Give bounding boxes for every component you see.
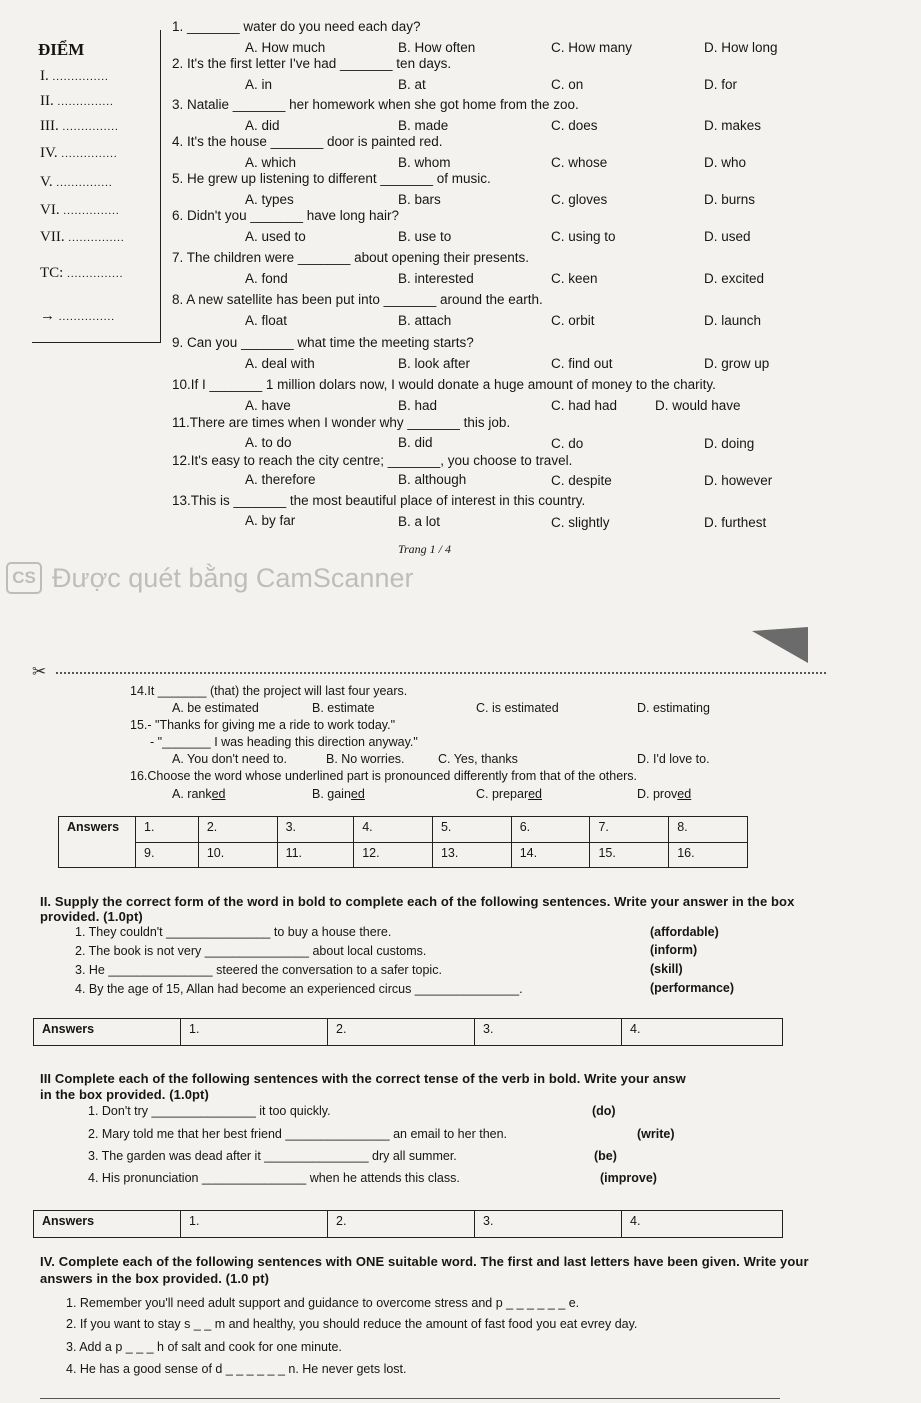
q3-option-c: C. does <box>551 118 598 133</box>
section-2-item-4: 4. By the age of 15, Allan had become an experienced circus _______________. <box>75 982 523 996</box>
score-row-4: IV. ............... <box>40 145 118 161</box>
question-2: 2. It's the first letter I've had _______ ten days. <box>172 56 452 71</box>
q10-option-d: D. would have <box>655 398 741 413</box>
page-bottom-rule <box>40 1398 780 1399</box>
answer-cell[interactable]: 16. <box>669 842 748 868</box>
question-10: 10.If I _______ 1 million dolars now, I would donate a huge amount of money to the charity. <box>172 377 716 392</box>
section-2-word-4: (performance) <box>650 981 735 995</box>
q4-option-b: B. whom <box>398 155 451 170</box>
question-15: 15.- "Thanks for giving me a ride to work today." <box>130 718 396 732</box>
answer-cell[interactable]: 6. <box>511 817 590 843</box>
q13-option-c: C. slightly <box>551 515 610 530</box>
answer-cell[interactable]: 3. <box>277 817 354 843</box>
camscanner-logo-icon: CS <box>6 562 42 594</box>
q14-option-a: A. be estimated <box>172 701 259 715</box>
answers-table-section-2 <box>33 1018 783 1046</box>
section-3-item-1: 1. Don't try _______________ it too quickly. <box>88 1104 331 1118</box>
q15-option-b: B. No worries. <box>326 752 405 766</box>
q15-option-c: C. Yes, thanks <box>438 752 518 766</box>
q4-option-a: A. which <box>245 155 297 170</box>
score-row-3: III. ............... <box>40 118 119 134</box>
q8-option-d: D. launch <box>704 313 762 328</box>
answers-table-part1 <box>58 816 748 868</box>
question-12: 12.It's easy to reach the city centre; _______, you choose to travel. <box>172 453 573 468</box>
q5-option-d: D. burns <box>704 192 756 207</box>
question-9: 9. Can you _______ what time the meeting starts? <box>172 335 474 350</box>
q6-option-d: D. used <box>704 229 751 244</box>
question-13: 13.This is _______ the most beautiful place of interest in this country. <box>172 493 586 508</box>
answers-label: Answers <box>34 1019 181 1046</box>
q8-option-c: C. orbit <box>551 313 595 328</box>
question-16: 16.Choose the word whose underlined part is pronounced differently from that of the others. <box>130 769 638 783</box>
answer-cell[interactable]: 2. <box>328 1211 475 1238</box>
q12-option-c: C. despite <box>551 473 612 488</box>
q12-option-a: A. therefore <box>245 472 316 487</box>
question-4: 4. It's the house _______ door is painted red. <box>172 134 443 149</box>
q13-option-d: D. furthest <box>704 515 767 530</box>
answer-cell[interactable]: 1. <box>181 1211 328 1238</box>
q6-option-c: C. using to <box>551 229 616 244</box>
q1-option-d: D. How long <box>704 40 778 55</box>
answer-cell[interactable]: 4. <box>354 817 433 843</box>
q9-option-a: A. deal with <box>245 356 315 371</box>
q13-option-a: A. by far <box>245 513 296 528</box>
score-row-7: VII. ............... <box>40 229 125 245</box>
section-4-item-4: 4. He has a good sense of d _ _ _ _ _ _ n. He never gets lost. <box>66 1362 407 1376</box>
q13-option-b: B. a lot <box>398 514 441 529</box>
score-row-arrow: → ............... <box>40 308 115 324</box>
q2-option-d: D. for <box>704 77 738 92</box>
q15-option-a: A. You don't need to. <box>172 752 287 766</box>
q3-option-a: A. did <box>245 118 280 133</box>
page-number: Trang 1 / 4 <box>398 542 452 556</box>
answer-cell[interactable]: 1. <box>181 1019 328 1046</box>
score-row-total: TC: ............... <box>40 265 124 281</box>
q16-option-b: B. gained <box>312 787 365 801</box>
q7-option-a: A. fond <box>245 271 288 286</box>
answer-cell[interactable]: 2. <box>328 1019 475 1046</box>
section-3-word-2: (write) <box>637 1127 675 1141</box>
scissors-icon: ✂ <box>32 662 47 681</box>
q10-option-a: A. have <box>245 398 291 413</box>
answer-cell[interactable]: 4. <box>622 1211 783 1238</box>
score-row-5: V. ............... <box>40 174 113 190</box>
answer-cell[interactable]: 10. <box>198 842 277 868</box>
q14-option-b: B. estimate <box>312 701 375 715</box>
q1-option-c: C. How many <box>551 40 633 55</box>
page-corner-fold-icon <box>752 627 808 663</box>
q7-option-d: D. excited <box>704 271 765 286</box>
q11-option-a: A. to do <box>245 435 292 450</box>
section-3-word-3: (be) <box>594 1149 617 1163</box>
q1-option-a: A. How much <box>245 40 326 55</box>
q9-option-d: D. grow up <box>704 356 770 371</box>
question-5: 5. He grew up listening to different _______ of music. <box>172 171 491 186</box>
q14-option-d: D. estimating <box>637 701 710 715</box>
q6-option-a: A. used to <box>245 229 306 244</box>
section-2-item-1: 1. They couldn't _______________ to buy a house there. <box>75 925 392 939</box>
section-4-item-1: 1. Remember you'll need adult support and guidance to overcome stress and p _ _ _ _ _ _ e. <box>66 1296 580 1310</box>
question-3: 3. Natalie _______ her homework when she got home from the zoo. <box>172 97 579 112</box>
answers-label: Answers <box>59 817 136 868</box>
question-11: 11.There are times when I wonder why _______ this job. <box>172 415 511 430</box>
answer-cell[interactable]: 2. <box>198 817 277 843</box>
section-3-word-4: (improve) <box>600 1171 657 1185</box>
q2-option-a: A. in <box>245 77 273 92</box>
q6-option-b: B. use to <box>398 229 452 244</box>
q2-option-c: C. on <box>551 77 584 92</box>
section-3-item-4: 4. His pronunciation _______________ when he attends this class. <box>88 1171 460 1185</box>
q3-option-d: D. makes <box>704 118 762 133</box>
q3-option-b: B. made <box>398 118 449 133</box>
score-title: ĐIỂM <box>38 40 85 59</box>
question-15-reply: - "_______ I was heading this direction anyway." <box>150 735 418 749</box>
score-row-1: I. ............... <box>40 68 109 84</box>
q2-option-b: B. at <box>398 77 426 92</box>
answer-cell[interactable]: 5. <box>432 817 511 843</box>
q14-option-c: C. is estimated <box>476 701 559 715</box>
q8-option-b: B. attach <box>398 313 452 328</box>
section-2-word-2: (inform) <box>650 943 698 957</box>
q5-option-a: A. types <box>245 192 294 207</box>
answer-cell[interactable]: 7. <box>590 817 669 843</box>
q4-option-d: D. who <box>704 155 747 170</box>
q15-option-d: D. I'd love to. <box>637 752 710 766</box>
cut-line <box>56 672 826 674</box>
q5-option-c: C. gloves <box>551 192 608 207</box>
answer-cell[interactable]: 12. <box>354 842 433 868</box>
q16-option-a: A. ranked <box>172 787 226 801</box>
answer-cell[interactable]: 9. <box>136 842 199 868</box>
q9-option-c: C. find out <box>551 356 613 371</box>
question-8: 8. A new satellite has been put into _______ around the earth. <box>172 292 543 307</box>
question-14: 14.It _______ (that) the project will last four years. <box>130 684 408 698</box>
section-2-heading: II. Supply the correct form of the word in bold to complete each of the following sentences. Write your answer in the box provided. (1.0pt) <box>40 894 795 924</box>
answers-label: Answers <box>34 1211 181 1238</box>
section-4-heading: IV. Complete each of the following sentences with ONE suitable word. The first and last letters have been given. Write your answers in the box provided. (1.0 pt) <box>40 1254 809 1286</box>
q8-option-a: A. float <box>245 313 288 328</box>
q5-option-b: B. bars <box>398 192 441 207</box>
q10-option-c: C. had had <box>551 398 618 413</box>
watermark-text: Được quét bằng CamScanner <box>52 562 414 593</box>
section-2-word-3: (skill) <box>650 962 683 976</box>
answer-cell[interactable]: 14. <box>511 842 590 868</box>
question-1: 1. _______ water do you need each day? <box>172 19 421 34</box>
section-2-item-3: 3. He _______________ steered the conversation to a safer topic. <box>75 963 442 977</box>
answer-cell[interactable]: 11. <box>277 842 354 868</box>
score-row-6: VI. ............... <box>40 202 120 218</box>
q11-option-c: C. do <box>551 436 584 451</box>
question-7: 7. The children were _______ about opening their presents. <box>172 250 530 265</box>
answer-cell[interactable]: 1. <box>136 817 199 843</box>
camscanner-watermark <box>6 562 413 594</box>
q7-option-b: B. interested <box>398 271 474 286</box>
section-2-word-1: (affordable) <box>650 925 719 939</box>
section-3-word-1: (do) <box>592 1104 616 1118</box>
answer-cell[interactable]: 13. <box>432 842 511 868</box>
answers-table-section-3 <box>33 1210 783 1238</box>
section-2-item-2: 2. The book is not very _______________ about local customs. <box>75 944 427 958</box>
section-4-item-2: 2. If you want to stay s _ _ m and healthy, you should reduce the amount of fast food you eat evrey day. <box>66 1317 638 1331</box>
question-6: 6. Didn't you _______ have long hair? <box>172 208 400 223</box>
q7-option-c: C. keen <box>551 271 598 286</box>
q4-option-c: C. whose <box>551 155 608 170</box>
section-4-item-3: 3. Add a p _ _ _ h of salt and cook for one minute. <box>66 1340 342 1354</box>
q16-option-d: D. proved <box>637 787 692 801</box>
answer-cell[interactable]: 4. <box>622 1019 783 1046</box>
q10-option-b: B. had <box>398 398 438 413</box>
section-3-heading-line2: in the box provided. (1.0pt) <box>40 1087 209 1102</box>
q16-option-c: C. prepared <box>476 787 543 801</box>
answer-cell[interactable]: 3. <box>475 1211 622 1238</box>
q12-option-b: B. although <box>398 472 467 487</box>
answer-cell[interactable]: 15. <box>590 842 669 868</box>
section-3-item-2: 2. Mary told me that her best friend _______________ an email to her then. <box>88 1127 508 1141</box>
q9-option-b: B. look after <box>398 356 471 371</box>
q12-option-d: D. however <box>704 473 773 488</box>
answer-cell[interactable]: 3. <box>475 1019 622 1046</box>
score-row-2: II. ............... <box>40 93 114 109</box>
q11-option-b: B. did <box>398 435 433 450</box>
q1-option-b: B. How often <box>398 40 476 55</box>
answer-cell[interactable]: 8. <box>669 817 748 843</box>
section-3-heading: III Complete each of the following sentences with the correct tense of the verb in bold. Write your answ <box>40 1071 686 1086</box>
q11-option-d: D. doing <box>704 436 755 451</box>
section-3-item-3: 3. The garden was dead after it _______________ dry all summer. <box>88 1149 457 1163</box>
